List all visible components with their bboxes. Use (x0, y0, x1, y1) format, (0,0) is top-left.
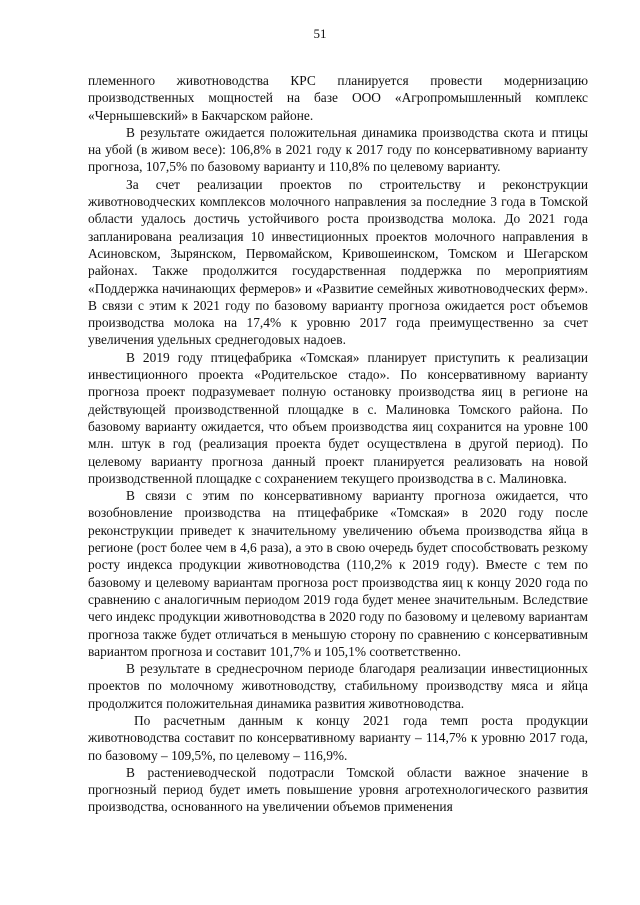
paragraph-8: В растениеводческой подотрасли Томской области важное значение в прогнозный период будет иметь повышение уровня агротехнологического развития производства, основанного на увеличении объемов применения (88, 764, 588, 815)
paragraph-2: В результате ожидается положительная динамика производства скота и птицы на убой (в живом весе): 106,8% в 2021 году к 2017 году по консервативному варианту прогноза, 107,5% по базовому варианту и 110,8% по целевому варианту. (88, 124, 588, 175)
paragraph-6: В результате в среднесрочном периоде благодаря реализации инвестиционных проектов по молочному животноводству, стабильному производству мяса и яйца продолжится положительная динамика развития животноводства. (88, 661, 588, 711)
paragraph-4: В 2019 году птицефабрика «Томская» планирует приступить к реализации инвестиционного проекта «Родительское стадо». По консервативному варианту прогноза проект подразумевает полную остановку производства яиц в регионе на действующей производственной площадке в с. Малиновка Томского района. По базовому варианту ожидается, что объем производства яиц сохранится на уровне 100 млн. штук в год (реализация проекта будет осуществлена в другой период). По целевому варианту прогноза данный проект планируется реализовать на новой производственной площадке с сохранением текущего производства в с. Малиновка. (88, 349, 588, 486)
paragraph-3: За счет реализации проектов по строительству и реконструкции животноводческих комплексов молочного направления за последние 3 года в Томской области удалось достичь устойчивого роста производства молока. До 2021 года запланирована реализация 10 инвестиционных проектов молочного направления в Асиновском, Зырянском, Первомайском, Кривошеинском, Томском и Шегарском районах. Также продолжится государственная поддержка по мероприятиям «Поддержка начинающих фермеров» и «Развитие семейных животноводческих ферм». В связи с этим к 2021 году по базовому варианту прогноза ожидается рост объемов производства молока на 17,4% к уровню 2017 года преимущественно за счет увеличения удельных среднегодовых надоев. (88, 176, 588, 348)
paragraph-1: племенного животноводства КРС планируется провести модернизацию производственных мощностей на базе ООО «Агропромышленный комплекс «Чернышевский» в Бакчарском районе. (88, 73, 588, 123)
paragraph-5: В связи с этим по консервативному варианту прогноза ожидается, что возобновление производства на птицефабрике «Томская» в 2020 году после реконструкции приведет к значительному увеличению объема производства яйца в регионе (рост более чем в 4,6 раза), а это в свою очередь будет способствовать резкому росту индекса продукции животноводства (110,2% к 2019 году). Вместе с тем по базовому и целевому вариантам прогноза рост производства яиц к концу 2020 года по сравнению с аналогичным периодом 2019 года будет менее значительным. Вследствие чего индекс продукции животноводства в 2020 году по базовому и целевому вариантам прогноза также будет отличаться в меньшую сторону по сравнению с консервативным вариантом прогноза и составит 101,7% и 105,1% соответственно. (88, 488, 588, 659)
page-number: 51 (313, 26, 327, 41)
paragraph-7: По расчетным данным к концу 2021 года темп роста продукции животноводства составит по консервативному варианту – 114,7% к уровню 2017 года, по базовому – 109,5%, по целевому – 116,9%. (88, 712, 588, 763)
document-body (88, 72, 588, 816)
